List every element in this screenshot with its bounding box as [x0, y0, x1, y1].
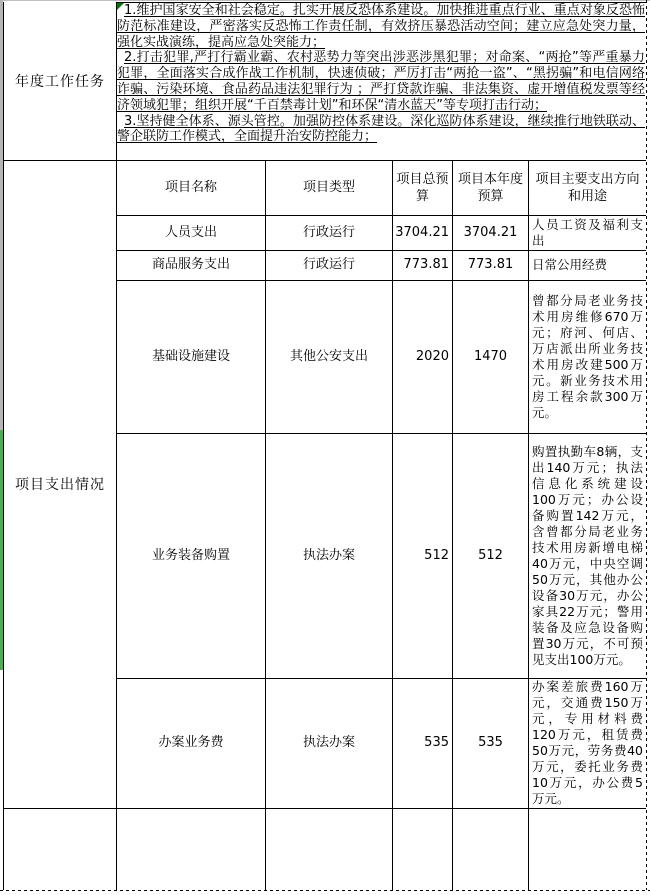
cell-project-name: 商品服务支出	[151, 257, 230, 272]
cell-total-budget: 773.81	[403, 257, 449, 272]
empty-cell	[4, 809, 116, 890]
cell-total-budget: 512	[424, 547, 449, 563]
cell-project-type: 执法办案	[302, 547, 355, 563]
page-break-line-right	[646, 0, 647, 890]
row-label-annual-tasks: 年度工作任务	[15, 73, 105, 90]
cell-project-type: 执法办案	[302, 735, 355, 750]
column-header-project-name: 项目名称	[164, 180, 217, 195]
cell-total-budget: 3704.21	[395, 224, 449, 240]
cell-project-name: 业务装备购置	[151, 547, 230, 563]
cell-year-budget: 773.81	[467, 257, 514, 272]
cell-usage: 办案差旅费160万元，交通费150万元，专用材料费120万元，租赁费50万元，劳务费40万元，委托业务费10万元，办公费5万元。	[532, 679, 643, 806]
cell-project-type: 行政运行	[302, 257, 355, 272]
annual-tasks-text	[117, 3, 645, 159]
cell-project-type: 行政运行	[302, 224, 355, 240]
cell-year-budget: 3704.21	[463, 224, 518, 240]
cell-usage: 人员工资及福利支出	[532, 216, 643, 248]
cell-total-budget: 535	[424, 735, 449, 750]
column-header-total-budget: 项目总预算	[396, 171, 449, 204]
cell-year-budget: 535	[478, 735, 503, 750]
window-top-edge	[0, 0, 650, 1]
column-header-project-type: 项目类型	[302, 180, 355, 195]
cell-usage: 日常公用经费	[532, 257, 608, 272]
annual-task-paragraph-2: 2.打击犯罪,严打行霸业霸、农村恶势力等突出涉恶涉黑犯罪；对命案、“两抢”等严重暴力犯罪，全面落实合成作战工作机制，快速侦破；严厉打击“两抢一盗”、“黑拐骗”和电信网络诈骗、污染环境、食品药品违法犯罪行为 ；严打贷款诈骗、非法集资、虚开增值税发票等经济领域犯罪；组织开展“千百禁毒计划”和环保“清水蓝天”等专项打击行动；	[117, 50, 645, 113]
column-header-usage: 项目主要支出方向和用途	[535, 171, 640, 204]
cell-usage: 曾都分局老业务技术用房维修670万元；府河、何店、万店派出所业务技术用房改建500万元。新业务技术用房工程余款300万元。	[532, 292, 643, 420]
row-label-project-expenditure: 项目支出情况	[15, 476, 105, 493]
cell-year-budget: 512	[478, 547, 503, 563]
cell-usage: 购置执勤车8辆，支出140万元；执法信息化系统建设100万元；办公设备购置142万元，含曾都分局老业务技术用房新增电梯40万元，中央空调50万元，其他办公设备30万元，办公家具22万元；警用装备及应急设备购置30万元，不可预见支出100万元。	[532, 443, 643, 667]
cell-project-name: 人员支出	[164, 224, 217, 240]
cell-project-type: 其他公安支出	[289, 348, 368, 364]
annual-task-paragraph-1: 1.维护国家安全和社会稳定。扎实开展反恐体系建设。加快推进重点行业、重点对象反恐怖防范标准建设，严密落实反恐怖工作责任制，有效挤压暴恐活动空间；建立应急处突力量，强化实战演练，提高应急处突能力；	[117, 3, 645, 50]
cell-year-budget: 1470	[473, 348, 508, 364]
cell-project-name: 基础设施建设	[151, 348, 230, 364]
column-header-year-budget: 项目本年度预算	[457, 171, 523, 204]
annual-task-paragraph-3: 3.坚持健全体系、源头管控。加强防控体系建设。深化巡防体系建设，继续推行地铁联动、警企联防工作模式，全面提升治安防控能力；	[117, 113, 645, 145]
page-break-line-bottom	[0, 890, 650, 891]
cell-total-budget: 2020	[415, 348, 449, 364]
cell-project-name: 办案业务费	[158, 735, 224, 750]
